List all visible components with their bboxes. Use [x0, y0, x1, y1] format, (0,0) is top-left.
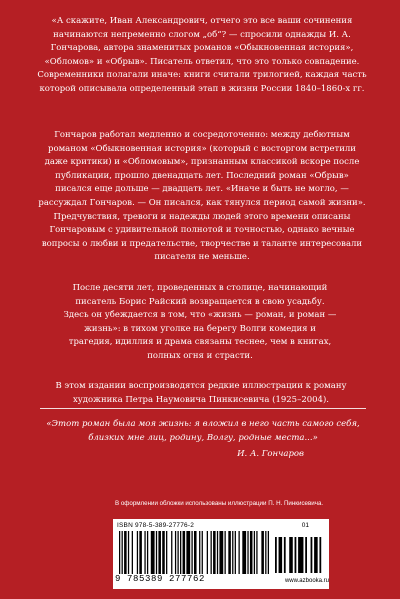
barcode-bars [119, 531, 269, 574]
barcode-addon-bars [275, 537, 323, 573]
cover-credit: В оформлении обложки использованы иллюстрации П. Н. Пинкисевича. [115, 500, 324, 507]
barcode-digits: 9 785389 277762 [115, 574, 206, 584]
isbn-barcode [113, 519, 329, 589]
annotation-paragraph-3: После десяти лет, проведенных в столице, начинающий писатель Борис Райский возвращается в свою усадьбу. Здесь он убеждается в том, что «жизнь — роман, и роман — жизнь»: в тихом уголке на берегу Волги комедия и трагедия, идиллия и драма связаны теснее, чем в книгах, полных огня и страсти. [63, 283, 337, 361]
quote-author: И. А. Гончаров [237, 449, 304, 459]
isbn-text: ISBN 978-5-389-27776-2 [117, 522, 195, 529]
barcode-addon-number: 01 [301, 522, 309, 529]
author-quote [40, 408, 366, 461]
annotation-paragraph-2: Гончаров работал медленно и сосредоточенно: между дебютным романом «Обыкновенная история» (который с восторгом встретили даже критики) и «Обломовым», признанным классикой вскоре после публикации, прошло двенадцать лет. Последний роман «Обрыв» писался еще дольше — двадцать лет. «Иначе и быть не могло, — рассуждал Гончаров. — Он писался, как тянулся период самой жизни». Предчувствия, тревоги и надежды людей этого времени описаны Гончаровым с удивительной полнотой и точностью, однако вечные вопросы о любви и предательстве, творчестве и таланте интересовали писателя не меньше. [38, 130, 366, 263]
annotation-paragraph-1: «А скажите, Иван Александрович, отчего это все ваши сочинения начинаются непременно слогом „об“? — спросили однажды И. А. Гончарова, автора знаменитых романов «Обыкновенная история», «Обломов» и «Обрыв». Писатель ответил, что это только совпадение. Современники полагали иначе: книги считали трилогией, каждая часть которой описывала определенный этап в жизни России 1840–1860-х гг. [37, 16, 367, 94]
quote-text: «Этот роман была моя жизнь: я вложил в него часть самого себя, близких мне лиц, родину, Волгу, родные места...» [46, 419, 360, 443]
illustrations-note: В этом издании воспроизводятся редкие иллюстрации к роману художника Петра Наумовича Пинкисевича (1925–2004). [55, 381, 347, 405]
publisher-website: www.azbooka.ru [284, 578, 329, 584]
